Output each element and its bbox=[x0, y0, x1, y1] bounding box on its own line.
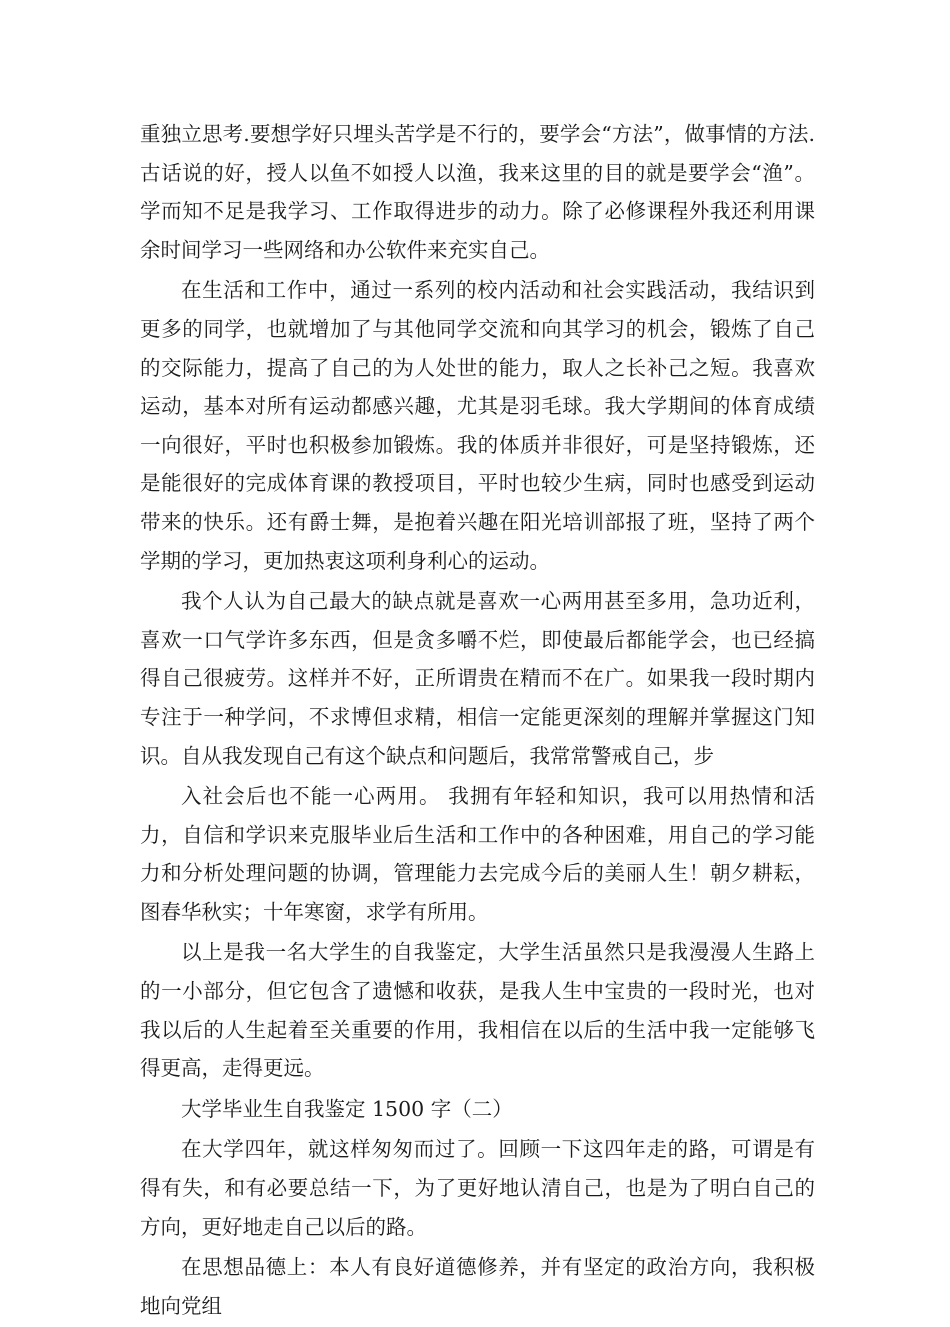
paragraph-5: 以上是我一名大学生的自我鉴定，大学生活虽然只是我漫漫人生路上的一小部分，但它包含了遗憾和收获，是我人生中宝贵的一段时光，也对我以后的人生起着至关重要的作用，我相信在以后的生活中我一定能够飞得更高，走得更远。 bbox=[140, 940, 815, 1081]
section-heading: 大学毕业生自我鉴定 1500 字（二） bbox=[181, 1096, 513, 1121]
paragraph-1: 重独立思考.要想学好只埋头苦学是不行的，要学会“方法”，做事情的方法.古话说的好，授人以鱼不如授人以渔，我来这里的目的就是要学会“渔”。学而知不足是我学习、工作取得进步的动力。除了必修课程外我还利用课余时间学习一些网络和办公软件来充实自己。 bbox=[140, 122, 815, 262]
document-body bbox=[140, 115, 815, 1327]
paragraph-3: 我个人认为自己最大的缺点就是喜欢一心两用甚至多用，急功近利，喜欢一口气学许多东西，但是贪多嚼不烂，即使最后都能学会，也已经搞得自己很疲劳。这样并不好，正所谓贵在精而不在广。如果我一段时期内专注于一种学问，不求博但求精，相信一定能更深刻的理解并掌握这门知识。自从我发现自己有这个缺点和问题后，我常常警戒自己，步 bbox=[140, 589, 815, 768]
paragraph-6: 在大学四年，就这样匆匆而过了。回顾一下这四年走的路，可谓是有得有失，和有必要总结一下，为了更好地认清自己，也是为了明白自己的方向，更好地走自己以后的路。 bbox=[140, 1137, 815, 1239]
paragraph-2: 在生活和工作中，通过一系列的校内活动和社会实践活动，我结识到更多的同学，也就增加了与其他同学交流和向其学习的机会，锻炼了自己的交际能力，提高了自己的为人处世的能力，取人之长补己之短。我喜欢运动，基本对所有运动都感兴趣，尤其是羽毛球。我大学期间的体育成绩一向很好，平时也积极参加锻炼。我的体质并非很好，可是坚持锻炼，还是能很好的完成体育课的教授项目，平时也较少生病，同时也感受到运动带来的快乐。还有爵士舞，是抱着兴趣在阳光培训部报了班，坚持了两个学期的学习，更加热衷这项利身利心的运动。 bbox=[140, 278, 815, 573]
paragraph-7: 在思想品德上：本人有良好道德修养，并有坚定的政治方向，我积极地向党组 bbox=[140, 1255, 815, 1318]
paragraph-4: 入社会后也不能一心两用。 我拥有年轻和知识，我可以用热情和活力，自信和学识来克服毕业后生活和工作中的各种困难，用自己的学习能力和分析处理问题的协调，管理能力去完成今后的美丽人生！朝夕耕耘，图春华秋实；十年寒窗，求学有所用。 bbox=[140, 784, 815, 924]
